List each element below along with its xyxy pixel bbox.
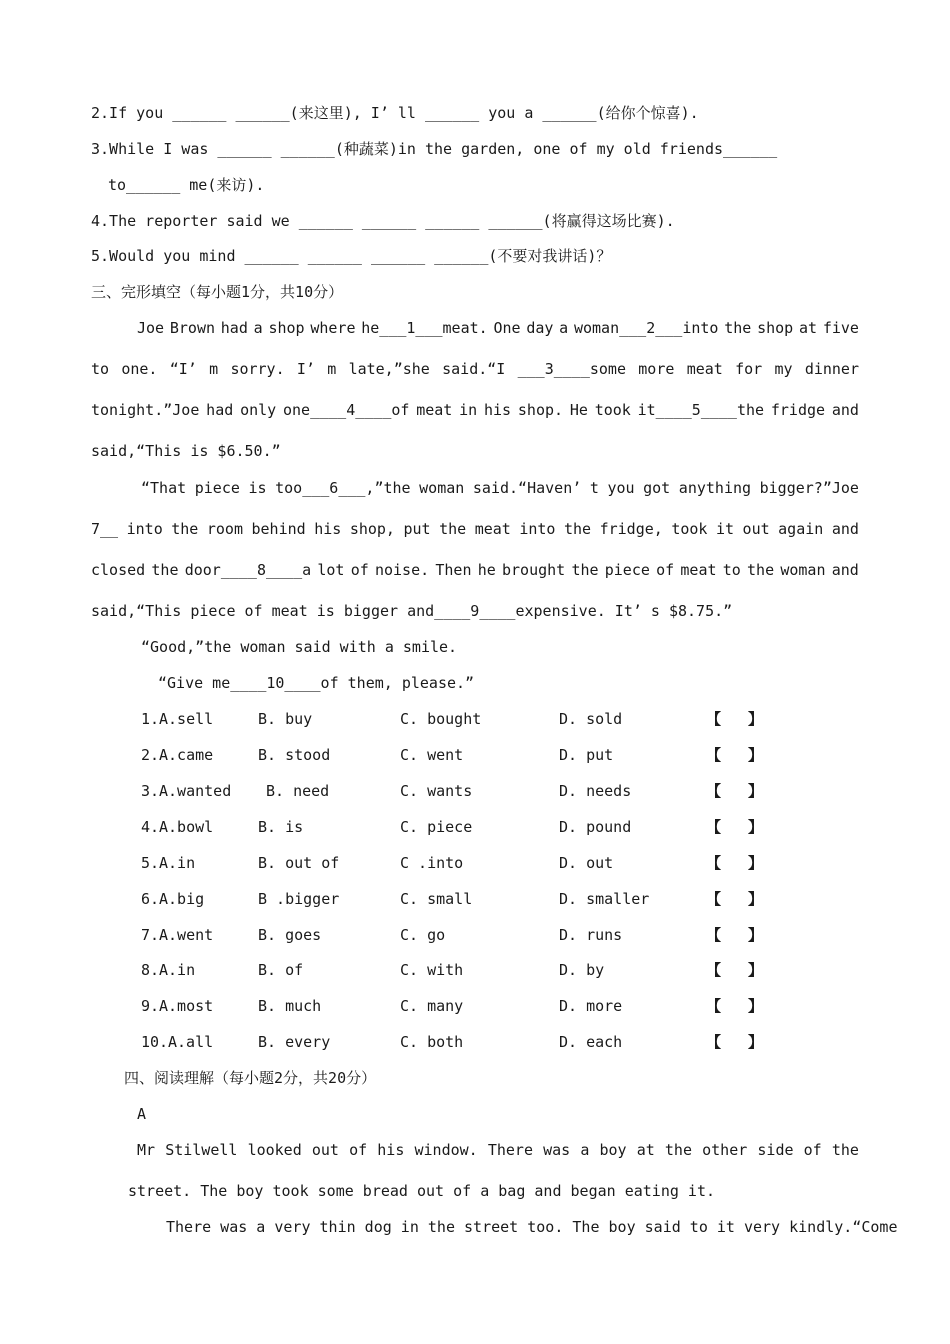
word: he___1___meat. <box>361 319 488 337</box>
option-c: C. many <box>400 997 464 1015</box>
word: it <box>715 520 735 538</box>
word: shop. <box>517 401 564 419</box>
word: the <box>439 520 467 538</box>
word: t <box>589 479 599 497</box>
option-d: D. each <box>559 1033 623 1051</box>
word: Stilwell <box>165 1141 238 1159</box>
word: where <box>310 319 356 337</box>
word: had <box>206 401 234 419</box>
word: “I’ <box>169 360 197 378</box>
word: of <box>349 1141 368 1159</box>
option-number: 3. <box>141 782 160 800</box>
word: m <box>209 360 219 378</box>
item-3-cont: to______ me(来访). <box>108 176 265 194</box>
answer-bracket-right: 】 <box>748 818 764 836</box>
answer-bracket-right: 】 <box>748 746 764 764</box>
word: took <box>671 520 708 538</box>
word: you <box>607 479 635 497</box>
option-d: D. needs <box>559 782 632 800</box>
item-2: 2.If you ______ ______(来这里), I’ ll ______ you a ______(给你个惊喜). <box>91 104 699 122</box>
option-number: 2. <box>141 746 160 764</box>
item-4: 4.The reporter said we ______ ______ ______ ______(将赢得这场比赛). <box>91 212 675 230</box>
word: his <box>377 1141 405 1159</box>
option-a: A.came <box>159 746 214 764</box>
word: other <box>702 1141 748 1159</box>
word: the <box>724 319 752 337</box>
word: day <box>526 319 554 337</box>
option-b: B. every <box>258 1033 331 1051</box>
passage-line <box>137 318 859 338</box>
word: door____8____a <box>184 561 312 579</box>
word: a <box>559 319 569 337</box>
word: into <box>126 520 163 538</box>
option-a: A.bowl <box>159 818 214 836</box>
option-c: C. small <box>400 890 473 908</box>
answer-bracket-left: 【 <box>706 854 722 872</box>
passage-line <box>91 400 859 420</box>
word: shop <box>757 319 794 337</box>
word: brought <box>502 561 566 579</box>
answer-bracket-left: 【 <box>706 890 722 908</box>
word: and <box>831 561 859 579</box>
option-d: D. by <box>559 961 605 979</box>
option-b: B. buy <box>258 710 313 728</box>
word: too___6___,”the <box>275 479 411 497</box>
option-d: D. pound <box>559 818 632 836</box>
word: said.“I <box>442 360 506 378</box>
word: of <box>656 561 675 579</box>
word: meat <box>686 360 723 378</box>
word: woman <box>780 561 826 579</box>
word: was <box>543 1141 571 1159</box>
word: into <box>519 520 556 538</box>
word: more <box>638 360 675 378</box>
word: piece <box>604 561 650 579</box>
word: for <box>735 360 763 378</box>
word: the <box>747 561 775 579</box>
word: “That <box>141 479 187 497</box>
option-a: A.all <box>168 1033 214 1051</box>
option-c: C .into <box>400 854 464 872</box>
word: had <box>220 319 248 337</box>
word: woman___2___into <box>573 319 719 337</box>
word: it____5____the <box>637 401 765 419</box>
word: meat <box>474 520 511 538</box>
option-b: B. out of <box>258 854 340 872</box>
answer-bracket-right: 】 <box>748 710 764 728</box>
answer-bracket-right: 】 <box>748 961 764 979</box>
word: late,”she <box>348 360 430 378</box>
word: dinner <box>804 360 859 378</box>
word: anything <box>678 479 752 497</box>
option-d: D. out <box>559 854 614 872</box>
option-a: A.big <box>159 890 205 908</box>
word: 7__ <box>91 520 119 538</box>
option-a: A.in <box>159 961 196 979</box>
word: the <box>664 1141 692 1159</box>
option-a: A.went <box>159 926 214 944</box>
option-number: 8. <box>141 961 160 979</box>
word: meat <box>680 561 717 579</box>
word: he <box>477 561 496 579</box>
option-a: A.most <box>159 997 214 1015</box>
option-d: D. put <box>559 746 614 764</box>
reading-line: There was a very thin dog in the street too. The boy said to it very kindly.“Come <box>166 1218 898 1236</box>
word: Joe <box>137 319 165 337</box>
word: piece <box>194 479 240 497</box>
word: fridge <box>770 401 826 419</box>
word: bigger?”Joe <box>759 479 859 497</box>
option-b: B. stood <box>258 746 331 764</box>
answer-bracket-left: 【 <box>706 997 722 1015</box>
option-number: 6. <box>141 890 160 908</box>
word: the <box>151 561 179 579</box>
word: and <box>831 520 859 538</box>
word: a <box>580 1141 590 1159</box>
word: shop <box>268 319 305 337</box>
word: looked <box>247 1141 302 1159</box>
answer-bracket-left: 【 <box>706 782 722 800</box>
word: lot <box>317 561 345 579</box>
word: side <box>757 1141 794 1159</box>
word: boy <box>599 1141 627 1159</box>
item-5: 5.Would you mind ______ ______ ______ ______(不要对我讲话)？ <box>91 247 612 265</box>
word: of <box>350 561 369 579</box>
word: sorry. <box>230 360 285 378</box>
section3-heading: 三、完形填空（每小题1分，共10分） <box>91 283 344 301</box>
answer-bracket-right: 】 <box>748 926 764 944</box>
option-b: B. need <box>266 782 330 800</box>
word: is <box>248 479 267 497</box>
word: Brown <box>169 319 216 337</box>
answer-bracket-right: 】 <box>748 782 764 800</box>
word: meat <box>416 401 453 419</box>
passage-line <box>141 478 859 498</box>
option-number: 4. <box>141 818 160 836</box>
word: woman <box>419 479 465 497</box>
word: his <box>484 401 512 419</box>
option-c: C. go <box>400 926 446 944</box>
option-b: B. goes <box>258 926 322 944</box>
word: behind <box>251 520 306 538</box>
word: and <box>831 401 859 419</box>
answer-bracket-left: 【 <box>706 1033 722 1051</box>
option-number: 1. <box>141 710 160 728</box>
word: to <box>722 561 741 579</box>
answer-bracket-right: 】 <box>748 854 764 872</box>
section4-heading: 四、阅读理解（每小题2分，共20分） <box>124 1069 377 1087</box>
option-d: D. smaller <box>559 890 650 908</box>
word: the <box>563 520 592 538</box>
option-number: 10. <box>141 1033 169 1051</box>
passage-line: said,“This piece of meat is bigger and____9____expensive. It’ s $8.75.” <box>91 602 733 620</box>
word: the <box>171 520 199 538</box>
word: out <box>311 1141 339 1159</box>
word: got <box>643 479 671 497</box>
word: my <box>774 360 793 378</box>
answer-bracket-left: 【 <box>706 710 722 728</box>
option-c: C. both <box>400 1033 464 1051</box>
word: one. <box>121 360 158 378</box>
option-a: A.wanted <box>159 782 232 800</box>
answer-bracket-left: 【 <box>706 926 722 944</box>
word: Then <box>435 561 472 579</box>
passage-line: “Give me____10____of them, please.” <box>158 674 475 692</box>
option-c: C. piece <box>400 818 473 836</box>
answer-bracket-right: 】 <box>748 890 764 908</box>
option-d: D. sold <box>559 710 623 728</box>
word: tonight.”Joe <box>91 401 200 419</box>
option-c: C. bought <box>400 710 482 728</box>
item-3: 3.While I was ______ ______(种蔬菜)in the garden, one of my old friends______ <box>91 140 778 158</box>
word: to <box>91 360 110 378</box>
word: noise. <box>374 561 430 579</box>
word: at <box>636 1141 655 1159</box>
word: the <box>831 1141 859 1159</box>
word: one____4____of <box>282 401 410 419</box>
word: I’ <box>296 360 315 378</box>
answer-bracket-left: 【 <box>706 746 722 764</box>
word: took <box>594 401 631 419</box>
word: again <box>778 520 824 538</box>
word: ___3____some <box>517 360 626 378</box>
passage-line <box>91 519 859 539</box>
option-c: C. went <box>400 746 464 764</box>
option-c: C. wants <box>400 782 473 800</box>
word: m <box>327 360 337 378</box>
answer-bracket-right: 】 <box>748 1033 764 1051</box>
answer-bracket-left: 【 <box>706 961 722 979</box>
word: fridge, <box>599 520 663 538</box>
reading-label: A <box>137 1105 147 1123</box>
answer-bracket-left: 【 <box>706 818 722 836</box>
passage-line <box>91 560 859 580</box>
word: at <box>798 319 818 337</box>
word: said.“Haven’ <box>472 479 582 497</box>
passage-line: said,“This is $6.50.” <box>91 442 281 460</box>
word: only <box>240 401 277 419</box>
word: out <box>742 520 770 538</box>
passage-line: “Good,”the woman said with a smile. <box>141 638 458 656</box>
option-a: A.in <box>159 854 196 872</box>
passage-line <box>91 359 859 379</box>
word: He <box>569 401 588 419</box>
word: Mr <box>137 1141 156 1159</box>
option-number: 5. <box>141 854 160 872</box>
word: window. <box>414 1141 478 1159</box>
reading-line: street. The boy took some bread out of a bag and began eating it. <box>128 1182 715 1200</box>
option-c: C. with <box>400 961 464 979</box>
word: in <box>459 401 478 419</box>
option-d: D. runs <box>559 926 623 944</box>
word: the <box>571 561 599 579</box>
word: his <box>314 520 342 538</box>
option-b: B. is <box>258 818 304 836</box>
word: put <box>403 520 431 538</box>
word: of <box>803 1141 822 1159</box>
option-number: 7. <box>141 926 160 944</box>
word: room <box>206 520 243 538</box>
reading-line <box>137 1140 859 1160</box>
word: five <box>822 319 859 337</box>
option-b: B. much <box>258 997 322 1015</box>
option-a: A.sell <box>159 710 214 728</box>
option-d: D. more <box>559 997 623 1015</box>
option-number: 9. <box>141 997 160 1015</box>
word: closed <box>91 561 146 579</box>
word: There <box>487 1141 533 1159</box>
word: a <box>253 319 263 337</box>
answer-bracket-right: 】 <box>748 997 764 1015</box>
option-b: B. of <box>258 961 304 979</box>
option-b: B .bigger <box>258 890 340 908</box>
word: shop, <box>349 520 395 538</box>
word: One <box>493 319 521 337</box>
